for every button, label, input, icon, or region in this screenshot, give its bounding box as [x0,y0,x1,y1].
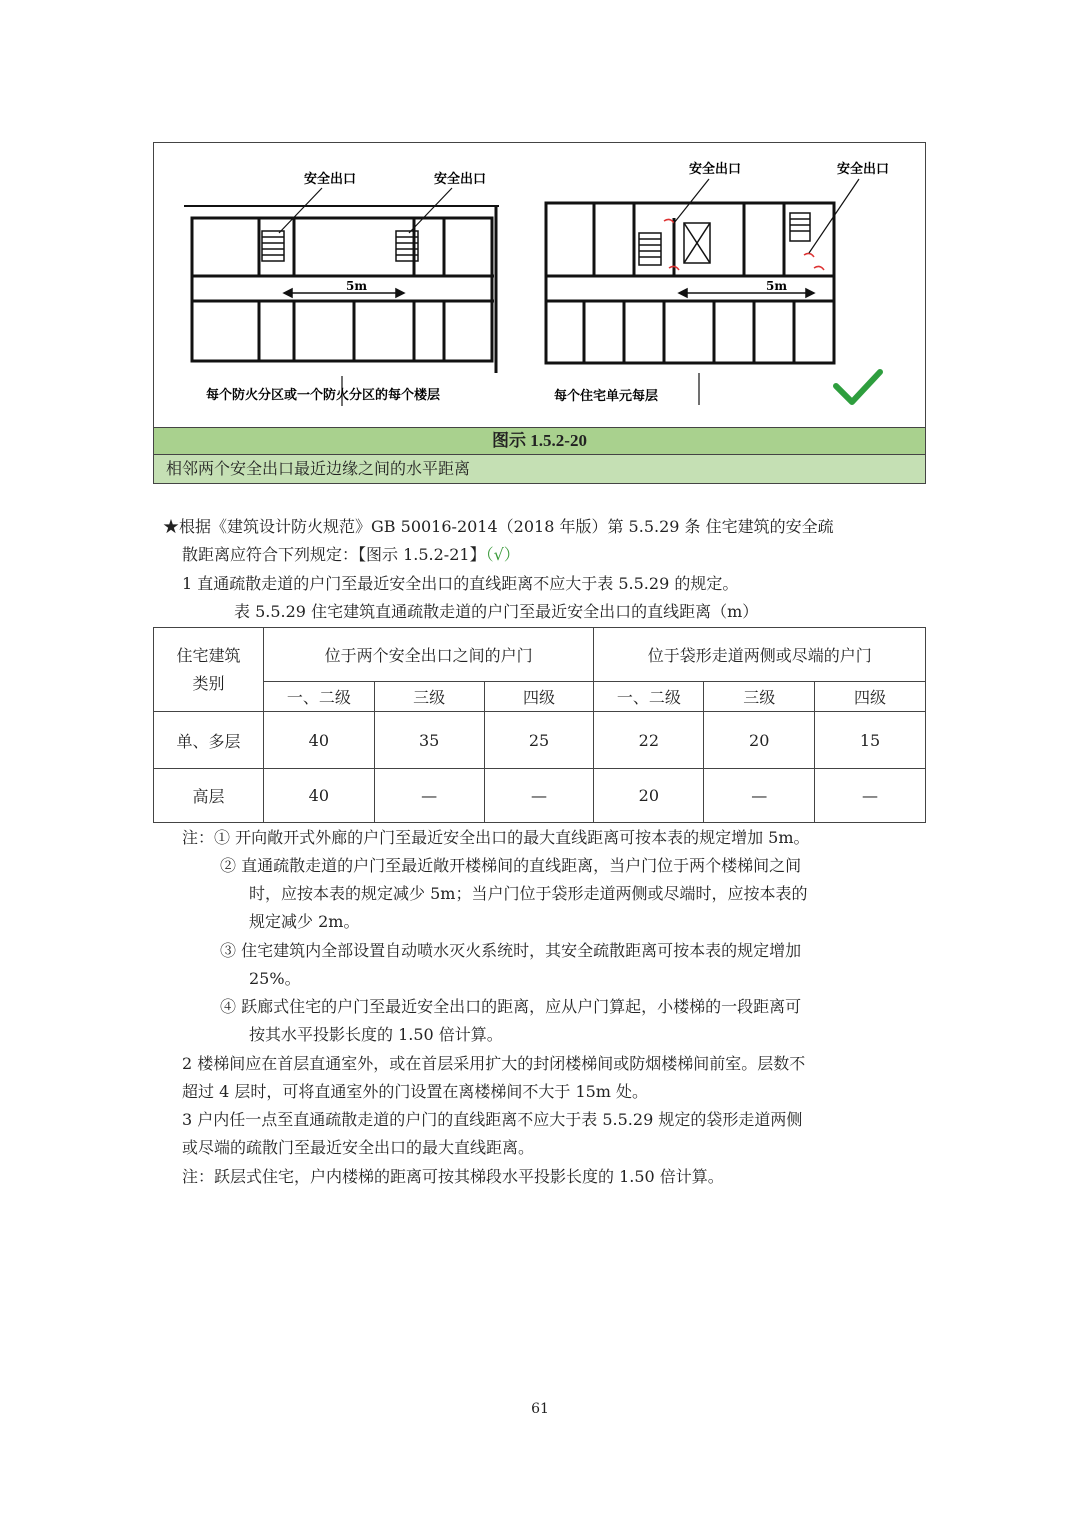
table-group-header-1: 位于两个安全出口之间的户门 [263,628,594,682]
page-number: 61 [531,1401,549,1417]
left-floor-plan [184,205,499,373]
table-subheader: 一、二级 [263,682,374,712]
item-2-line-1: 2 楼梯间应在首层直通室外，或在首层采用扩大的封闭楼梯间或防烟楼梯间前室。层数不 [182,1054,806,1073]
intro-line-2-text: 散距离应符合下列规定：【图示 1.5.2-21】 [182,545,486,564]
intro-line-1 [163,513,834,541]
table-cell: — [374,769,484,823]
figure-title: 图示 1.5.2-20 [154,427,925,455]
intro-line-1-text: 根据《建筑设计防火规范》GB 50016-2014（2018 年版）第 5.5.29 条 住宅建筑的安全疏 [179,517,834,536]
note-1: 注：① 开向敞开式外廊的户门至最近安全出口的最大直线距离可按本表的规定增加 5m。 [182,828,810,847]
table-subheader: 三级 [704,682,815,712]
table-cell: 25 [484,712,594,769]
left-dimension-line [284,289,404,297]
item-2-line-2: 超过 4 层时，可将直通室外的门设置在离楼梯间不大于 15m 处。 [182,1082,649,1101]
distance-table [153,627,926,823]
table-subheader: 一、二级 [594,682,704,712]
right-exit-label-1: 安全出口 [689,162,742,177]
intro-line-2 [182,541,520,569]
table-subheader: 四级 [815,682,926,712]
table-cell: 15 [815,712,926,769]
table-cell: 20 [594,769,704,823]
right-dimension-label: 5m [766,279,788,293]
final-note: 注：跃层式住宅，户内楼梯的距离可按其梯段水平投影长度的 1.50 倍计算。 [182,1167,724,1186]
floor-plan-illustration [154,143,925,427]
table-cell: 20 [704,712,815,769]
table-subheader: 四级 [484,682,594,712]
figure-caption: 相邻两个安全出口最近边缘之间的水平距离 [154,455,925,483]
note-4-line-2: 按其水平投影长度的 1.50 倍计算。 [249,1025,503,1044]
table-cell: — [704,769,815,823]
table-title: 表 5.5.29 住宅建筑直通疏散走道的户门至最近安全出口的直线距离（m） [234,602,759,621]
item-3-line-2: 或尽端的疏散门至最近安全出口的最大直线距离。 [182,1138,535,1157]
left-bottom-label: 每个防火分区或一个防火分区的每个楼层 [206,388,441,403]
item-1: 1 直通疏散走道的户门至最近安全出口的直线距离不应大于表 5.5.29 的规定。 [182,574,739,593]
table-cell: 22 [594,712,704,769]
table-cell: 40 [263,769,374,823]
note-3-line-1: ③ 住宅建筑内全部设置自动喷水灭火系统时，其安全疏散距离可按本表的规定增加 [220,941,802,960]
table-corner-header: 住宅建筑类别 [154,628,264,712]
table-cell: 35 [374,712,484,769]
table-cell: — [815,769,926,823]
note-2-line-3: 规定减少 2m。 [249,912,360,931]
left-exit-label-2: 安全出口 [434,172,487,187]
note-2-line-1: ② 直通疏散走道的户门至最近敞开楼梯间的直线距离，当户门位于两个楼梯间之间 [220,856,802,875]
table-cell: — [484,769,594,823]
row-label: 高层 [154,769,264,823]
table-subheader: 三级 [374,682,484,712]
left-exit-label-1: 安全出口 [304,172,357,187]
note-3-line-2: 25%。 [249,969,301,988]
left-dimension-label: 5m [346,279,368,293]
check-mark-icon [836,372,880,402]
star-icon: ★ [163,517,180,536]
left-stairs [262,231,418,261]
right-dimension-line [679,289,814,297]
row-label: 单、多层 [154,712,264,769]
right-exit-label-2: 安全出口 [837,162,890,177]
check-mark-text: （√） [485,545,520,564]
table-row [154,769,926,823]
right-bottom-label: 每个住宅单元每层 [554,389,659,404]
table-group-header-2: 位于袋形走道两侧或尽端的户门 [594,628,926,682]
figure-box [153,142,926,484]
note-4-line-1: ④ 跃廊式住宅的户门至最近安全出口的距离，应从户门算起，小楼梯的一段距离可 [220,997,802,1016]
table-cell: 40 [263,712,374,769]
note-2-line-2: 时，应按本表的规定减少 5m；当户门位于袋形走道两侧或尽端时，应按本表的 [249,884,808,903]
table-row [154,712,926,769]
item-3-line-1: 3 户内任一点至直通疏散走道的户门的直线距离不应大于表 5.5.29 规定的袋形走道两侧 [182,1110,803,1129]
right-floor-plan [546,203,834,363]
